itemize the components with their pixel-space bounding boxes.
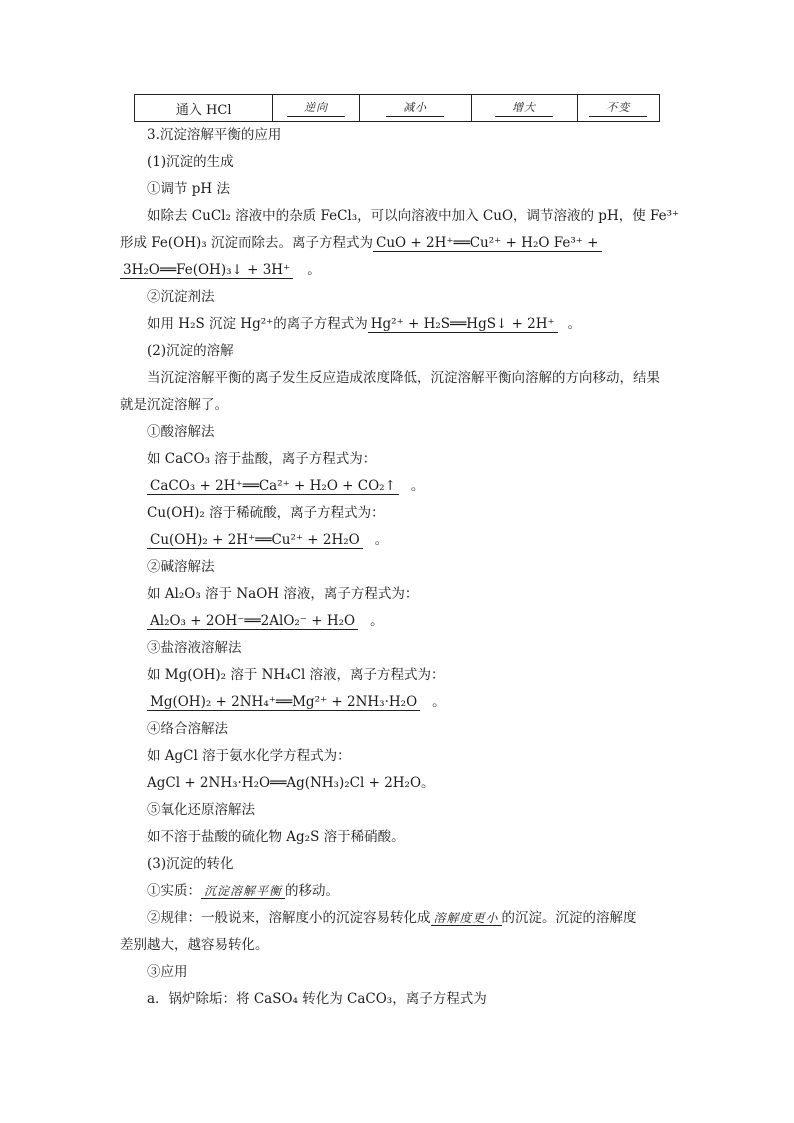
table-cell-condition: 通入 HCl xyxy=(135,95,273,122)
paragraph-line: a．锅炉除垢：将 CaSO₄ 转化为 CaCO₃，离子方程式为 xyxy=(147,991,487,1007)
handwritten-answer: 增大 xyxy=(495,100,553,117)
text: 。 xyxy=(567,316,582,332)
subsection-heading: (3)沉淀的转化 xyxy=(147,856,234,872)
answer-equation: 3H₂O══Fe(OH)₃↓ + 3H⁺ xyxy=(120,262,293,279)
handwritten-answer: 沉淀溶解平衡 xyxy=(201,884,285,899)
method-heading: ⑤氧化还原溶解法 xyxy=(147,802,255,818)
paragraph-line xyxy=(147,612,384,630)
method-heading: ③盐溶液溶解法 xyxy=(147,640,242,656)
text: 如用 H₂S 沉淀 Hg²⁺的离子方程式为 xyxy=(147,316,368,332)
paragraph-line: 就是沉淀溶解了。 xyxy=(120,397,228,413)
answer-equation: Al₂O₃ + 2OH⁻══2AlO₂⁻ + H₂O xyxy=(147,613,358,630)
text: 形成 Fe(OH)₃ 沉淀而除去。离子方程式为 xyxy=(120,235,373,251)
method-heading: ②沉淀剂法 xyxy=(147,289,215,305)
paragraph-line: AgCl + 2NH₃·H₂O══Ag(NH₃)₂Cl + 2H₂O。 xyxy=(147,775,435,791)
text: 。 xyxy=(410,478,425,494)
method-heading: ②碱溶解法 xyxy=(147,559,215,575)
paragraph-line xyxy=(147,477,424,495)
text: 。 xyxy=(374,532,389,548)
table-cell-answer xyxy=(471,95,577,122)
paragraph-line: 如不溶于盐酸的硫化物 Ag₂S 溶于稀硝酸。 xyxy=(147,829,405,845)
answer-equation: Mg(OH)₂ + 2NH₄⁺══Mg²⁺ + 2NH₃·H₂O xyxy=(147,694,420,711)
method-heading: ①酸溶解法 xyxy=(147,424,215,440)
paragraph-line xyxy=(147,882,339,900)
paragraph-line xyxy=(147,531,388,549)
section-heading: 3.沉淀溶解平衡的应用 xyxy=(147,127,282,143)
paragraph-line xyxy=(147,909,637,927)
paragraph-line: 如 AgCl 溶于氨水化学方程式为： xyxy=(147,748,351,764)
paragraph-line: 如 Al₂O₃ 溶于 NaOH 溶液，离子方程式为： xyxy=(147,586,419,602)
text: 的移动。 xyxy=(285,883,340,899)
subsection-heading: (2)沉淀的溶解 xyxy=(147,343,234,359)
answer-equation: CuO + 2H⁺══Cu²⁺ + H₂O Fe³⁺ + xyxy=(373,235,602,252)
paragraph-line xyxy=(120,261,321,279)
answer-equation: CaCO₃ + 2H⁺══Ca²⁺ + H₂O + CO₂↑ xyxy=(147,478,399,495)
paragraph-line xyxy=(120,234,602,252)
method-heading: ③应用 xyxy=(147,964,188,980)
text: 的沉淀。沉淀的溶解度 xyxy=(501,910,637,926)
method-heading: ①调节 pH 法 xyxy=(147,181,230,197)
text: 。 xyxy=(307,262,321,278)
text: ②规律：一般说来，溶解度小的沉淀容易转化成 xyxy=(147,910,431,926)
table-cell-answer xyxy=(273,95,359,122)
condition-table xyxy=(134,94,660,122)
method-heading: ④络合溶解法 xyxy=(147,721,228,737)
text: 。 xyxy=(370,613,384,629)
paragraph-line: Cu(OH)₂ 溶于稀硫酸，离子方程式为： xyxy=(147,505,385,521)
paragraph-line: 如 CaCO₃ 溶于盐酸，离子方程式为： xyxy=(147,451,377,467)
handwritten-answer: 不变 xyxy=(589,100,647,117)
handwritten-answer: 溶解度更小 xyxy=(431,911,502,926)
paragraph-line xyxy=(147,315,581,333)
answer-equation: Cu(OH)₂ + 2H⁺══Cu²⁺ + 2H₂O xyxy=(147,532,363,549)
subsection-heading: (1)沉淀的生成 xyxy=(147,154,234,170)
handwritten-answer: 逆向 xyxy=(287,100,345,117)
answer-equation: Hg²⁺ + H₂S══HgS↓ + 2H⁺ xyxy=(368,316,558,333)
paragraph-line: 如 Mg(OH)₂ 溶于 NH₄Cl 溶液，离子方程式为： xyxy=(147,667,445,683)
text: 。 xyxy=(432,694,446,710)
paragraph-line xyxy=(147,693,446,711)
table-row xyxy=(135,95,660,122)
handwritten-answer: 减小 xyxy=(386,100,444,117)
text: ①实质： xyxy=(147,883,201,899)
paragraph-line: 如除去 CuCl₂ 溶液中的杂质 FeCl₃，可以向溶液中加入 CuO，调节溶液的 pH，使 Fe³⁺ xyxy=(147,208,680,224)
table-cell-answer xyxy=(359,95,471,122)
table-cell-answer xyxy=(577,95,660,122)
paragraph-line: 当沉淀溶解平衡的离子发生反应造成浓度降低，沉淀溶解平衡向溶解的方向移动，结果 xyxy=(147,370,660,386)
paragraph-line: 差别越大，越容易转化。 xyxy=(120,937,269,953)
